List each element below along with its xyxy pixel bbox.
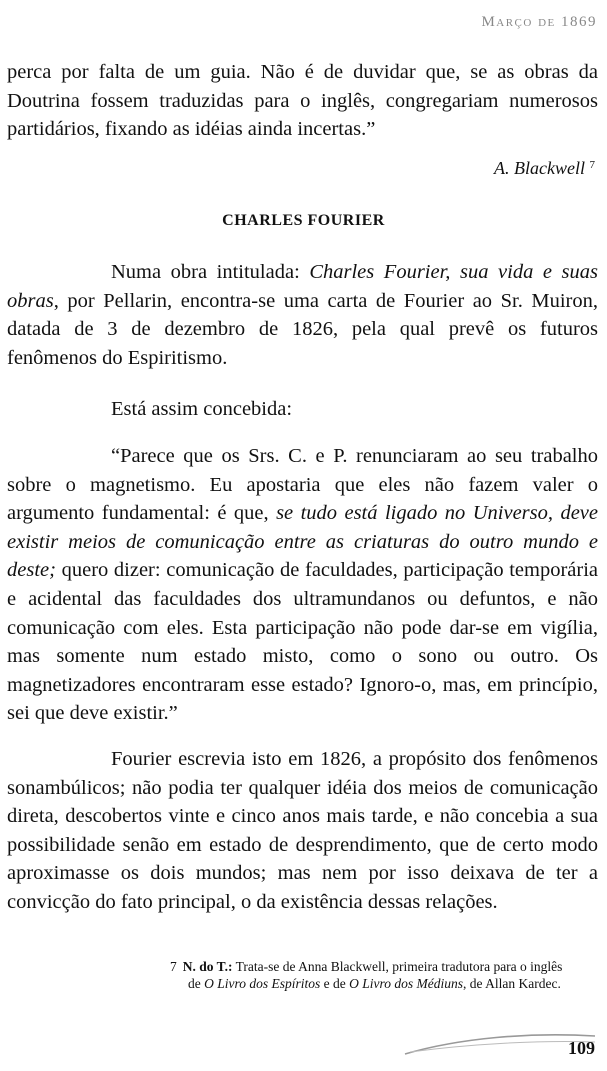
text-span: Numa obra intitulada: xyxy=(111,261,310,283)
paragraph-text: perca por falta de um guia. Não é de duvidar que, se as obras da Doutrina fossem traduzidas para o inglês, congregariam numerosos partidários, fixando as idéias ainda incertas.” xyxy=(7,61,598,141)
footnote xyxy=(170,958,595,992)
footnote-text: , de Allan Kardec. xyxy=(463,976,561,991)
paragraph-intro xyxy=(7,258,598,372)
footnote-text: Trata-se de Anna Blackwell, primeira tradutora para o inglês xyxy=(232,959,563,974)
signature xyxy=(494,158,595,179)
book-title: Charles Fourier, sua vida e suas obras xyxy=(7,261,598,312)
text-span: , por Pellarin, encontra-se uma carta de Fourier ao Sr. Muiron, datada de 3 de dezembro de 1826, pela qual prevê os futuros fenômenos do Espiritismo. xyxy=(7,289,598,369)
text-span: “Parece que os Srs. C. e P. renunciaram ao seu trabalho sobre o magnetismo. Eu apostaria que eles não fazem valer o argumento fundamental: é que, xyxy=(7,445,598,525)
footnote-book-title: O Livro dos Espíritos xyxy=(204,976,321,991)
signature-name: A. Blackwell xyxy=(494,158,585,178)
paragraph-text: Está assim concebida: xyxy=(111,398,293,420)
paragraph-text: Fourier escrevia isto em 1826, a propósito dos fenômenos sonambúlicos; não podia ter qualquer idéia dos meios de comunicação direta, descobertos vinte e cinco anos mais tarde, e não concebia a sua possibilidade senão em estado de desprendimento, que de certo modo aproximasse os dois mundos; mas nem por isso deixava de ter a convicção do fato principal, o da existência dessas relações. xyxy=(7,748,598,913)
paragraph-quote xyxy=(7,442,598,728)
footnote-book-title: O Livro dos Médiuns xyxy=(349,976,464,991)
text-span: quero dizer: comunicação de faculdades, participação temporária e acidental das faculdades dos ultramundanos ou defuntos, e não comunicação com eles. Esta participação não pode dar-se em vigília, mas somente num estado misto, como o sono ou outro. Os magnetizadores encontraram esse estado? Ignoro-o, mas, em princípio, sei que deve existir.” xyxy=(7,559,598,725)
footnote-number: 7 xyxy=(170,959,177,974)
paragraph-commentary xyxy=(7,745,598,917)
paragraph-conceived xyxy=(7,395,598,424)
footnote-ref: 7 xyxy=(589,159,595,171)
page-number: 109 xyxy=(568,1038,595,1058)
footnote-line2 xyxy=(170,975,595,992)
paragraph-continuation xyxy=(7,58,598,144)
italic-quote: se tudo está ligado no Universo, deve existir meios de comunicação entre as criaturas do outro mundo e deste; xyxy=(7,502,598,582)
running-head: Março de 1869 xyxy=(481,14,597,30)
footnote-text: de xyxy=(188,976,205,991)
footnote-label: N. do T.: xyxy=(182,959,233,974)
footnote-text: e de xyxy=(320,976,350,991)
section-heading: CHARLES FOURIER xyxy=(222,212,385,229)
